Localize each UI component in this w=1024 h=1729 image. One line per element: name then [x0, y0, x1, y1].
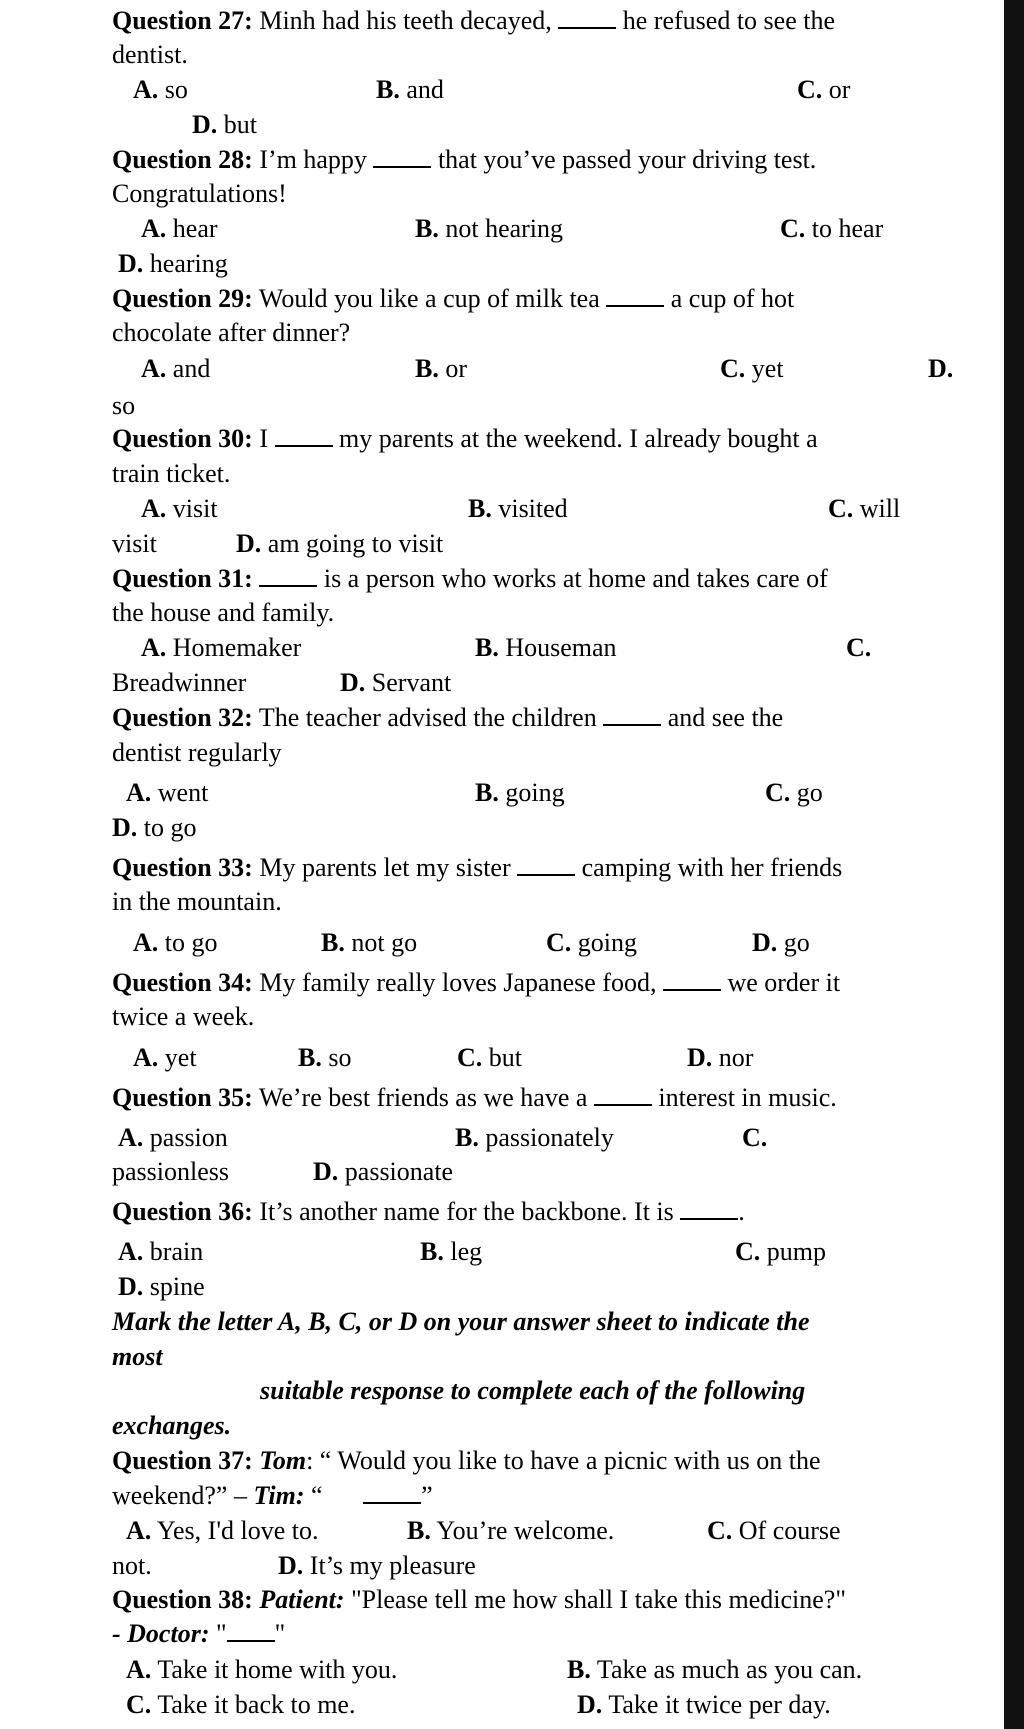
answer-blank	[363, 1480, 421, 1504]
option-text: hear	[172, 214, 218, 243]
option-letter: C.	[126, 1690, 152, 1719]
question-text: dentist.	[112, 40, 188, 69]
question-text: he refused to see the	[622, 6, 836, 35]
option-d[interactable]	[313, 1155, 453, 1189]
option-letter: B.	[298, 1043, 322, 1072]
option-letter: D.	[118, 249, 144, 278]
answer-blank	[275, 423, 333, 447]
option-text: You’re welcome.	[436, 1516, 615, 1545]
option-text: yet	[751, 354, 784, 383]
option-c[interactable]	[546, 926, 637, 960]
option-c[interactable]	[735, 1235, 826, 1269]
option-c[interactable]	[126, 1688, 355, 1722]
question-text: that you’ve passed your driving test.	[437, 145, 817, 174]
option-letter: C.	[546, 928, 572, 957]
option-c[interactable]	[720, 352, 784, 386]
question-number: Question 33:	[112, 853, 253, 882]
option-letter: A.	[118, 1237, 144, 1266]
question-30-stem	[112, 422, 818, 456]
option-text: yet	[164, 1043, 197, 1072]
option-letter: C.	[780, 214, 806, 243]
option-letter: B.	[420, 1237, 444, 1266]
option-text: am going to visit	[267, 529, 444, 558]
option-text: to go	[143, 813, 197, 842]
option-letter: A.	[141, 494, 167, 523]
option-letter: A.	[133, 75, 159, 104]
option-text: Of course	[738, 1516, 841, 1545]
option-letter: D.	[112, 813, 138, 842]
question-text: My family really loves Japanese food,	[259, 968, 657, 997]
option-d[interactable]	[112, 811, 197, 845]
option-text: Houseman	[505, 633, 617, 662]
option-c[interactable]	[765, 776, 823, 810]
option-letter[interactable]: C.	[846, 633, 872, 662]
question-text: in the mountain.	[112, 887, 282, 916]
question-number: Question 27:	[112, 6, 253, 35]
option-letter: D.	[340, 668, 366, 697]
option-letter: D.	[313, 1157, 339, 1186]
option-text: go	[796, 778, 823, 807]
option-text: visited	[498, 494, 568, 523]
option-text: pump	[766, 1237, 827, 1266]
question-32-stem	[112, 701, 783, 735]
option-d[interactable]	[236, 527, 443, 561]
option-text: Take it twice per day.	[608, 1690, 831, 1719]
option-text[interactable]: visit	[112, 529, 157, 558]
question-text: The teacher advised the children	[258, 703, 597, 732]
option-text: but	[223, 110, 258, 139]
question-37-stem	[112, 1444, 821, 1478]
answer-blank	[259, 563, 317, 587]
section-instruction: Mark the letter A, B, C, or D on your answer sheet to indicate the	[112, 1307, 810, 1336]
option-letter: D.	[118, 1272, 144, 1301]
question-number: Question 37:	[112, 1446, 253, 1475]
option-text: passionate	[344, 1157, 454, 1186]
option-b[interactable]	[455, 1121, 614, 1155]
option-letter: B.	[468, 494, 492, 523]
option-text: passionately	[485, 1123, 614, 1152]
question-number: Question 35:	[112, 1083, 253, 1112]
question-text: .	[738, 1197, 745, 1226]
option-text: hearing	[149, 249, 228, 278]
option-text[interactable]: so	[112, 391, 136, 420]
question-number: Question 34:	[112, 968, 253, 997]
option-a[interactable]	[141, 492, 218, 526]
option-text[interactable]: Breadwinner	[112, 668, 247, 697]
option-letter: C.	[828, 494, 854, 523]
option-letter: A.	[126, 1655, 152, 1684]
question-29-stem	[112, 282, 794, 316]
option-letter: A.	[141, 354, 167, 383]
question-28-stem	[112, 143, 816, 177]
option-letter: A.	[118, 1123, 144, 1152]
answer-blank	[603, 702, 661, 726]
option-text: leg	[450, 1237, 483, 1266]
option-text: Take it back to me.	[157, 1690, 356, 1719]
question-34-stem	[112, 966, 840, 1000]
option-b[interactable]	[475, 631, 617, 665]
option-b[interactable]	[376, 73, 444, 107]
question-text: Minh had his teeth decayed,	[259, 6, 552, 35]
answer-blank	[558, 5, 616, 29]
option-a[interactable]	[118, 1121, 228, 1155]
question-text: : “ Would you like to have a picnic with us on the	[306, 1446, 821, 1475]
section-instruction: most	[112, 1342, 163, 1371]
speaker-name: Tim:	[253, 1481, 305, 1510]
question-33-stem	[112, 851, 842, 885]
option-a[interactable]	[141, 212, 218, 246]
option-letter: A.	[126, 1516, 152, 1545]
option-b[interactable]	[415, 212, 563, 246]
option-letter: B.	[321, 928, 345, 957]
option-d[interactable]	[192, 108, 257, 142]
option-a[interactable]	[126, 1514, 319, 1548]
quote-mark: "	[274, 1619, 286, 1648]
option-b[interactable]	[321, 926, 417, 960]
option-letter: B.	[415, 214, 439, 243]
option-b[interactable]	[415, 352, 467, 386]
answer-blank	[373, 144, 431, 168]
quote-mark: “	[311, 1481, 323, 1510]
option-d[interactable]	[118, 1270, 205, 1304]
question-text: train ticket.	[112, 459, 231, 488]
option-d[interactable]	[118, 247, 228, 281]
option-a[interactable]	[133, 1041, 197, 1075]
option-text: so	[328, 1043, 352, 1072]
option-letter: B.	[475, 633, 499, 662]
option-text: nor	[718, 1043, 754, 1072]
section-instruction: exchanges.	[112, 1411, 232, 1440]
option-d[interactable]	[752, 926, 810, 960]
answer-blank	[227, 1618, 275, 1642]
option-text: going	[577, 928, 638, 957]
question-text: interest in music.	[658, 1083, 837, 1112]
option-a[interactable]	[141, 631, 301, 665]
question-text: a cup of hot	[670, 284, 795, 313]
question-text: camping with her friends	[581, 853, 843, 882]
option-letter: C.	[765, 778, 791, 807]
question-38-stem	[112, 1583, 846, 1617]
option-letter: D.	[278, 1551, 304, 1580]
option-c[interactable]	[797, 73, 850, 107]
option-a[interactable]	[118, 1235, 203, 1269]
option-text: It’s my pleasure	[309, 1551, 476, 1580]
option-text: not go	[351, 928, 418, 957]
option-text: go	[783, 928, 810, 957]
option-letter: D.	[192, 110, 218, 139]
speaker-name: Patient:	[259, 1585, 345, 1614]
option-text: going	[505, 778, 565, 807]
option-letter: D.	[687, 1043, 713, 1072]
option-c[interactable]	[780, 212, 883, 246]
option-b[interactable]	[475, 776, 565, 810]
question-number: Question 28:	[112, 145, 253, 174]
option-b[interactable]	[468, 492, 568, 526]
section-instruction: suitable response to complete each of the following	[260, 1376, 806, 1405]
option-text: and	[406, 75, 444, 104]
option-text[interactable]: not.	[112, 1551, 152, 1580]
option-text: and	[172, 354, 211, 383]
question-text: twice a week.	[112, 1002, 255, 1031]
question-text: the house and family.	[112, 598, 335, 627]
option-a[interactable]	[133, 926, 218, 960]
option-letter: D.	[236, 529, 262, 558]
speaker-name: - Doctor:	[112, 1619, 210, 1648]
question-text: my parents at the weekend. I already bought a	[339, 424, 818, 453]
question-number: Question 31:	[112, 564, 253, 593]
option-b[interactable]	[407, 1514, 614, 1548]
option-letter: C.	[707, 1516, 733, 1545]
option-letter: D.	[752, 928, 778, 957]
question-38-response	[112, 1617, 285, 1651]
option-letter: B.	[415, 354, 439, 383]
option-letter: C.	[797, 75, 823, 104]
answer-blank	[663, 967, 721, 991]
answer-blank	[606, 283, 664, 307]
option-text: Servant	[371, 668, 452, 697]
question-text: Congratulations!	[112, 179, 287, 208]
question-text: My parents let my sister	[259, 853, 511, 882]
option-a[interactable]	[126, 1653, 397, 1687]
quote-mark: ”	[421, 1481, 433, 1510]
option-text: not hearing	[445, 214, 564, 243]
question-number: Question 32:	[112, 703, 253, 732]
option-a[interactable]	[133, 73, 188, 107]
option-letter: C.	[457, 1043, 483, 1072]
answer-blank	[517, 852, 575, 876]
option-d[interactable]	[340, 666, 451, 700]
question-number: Question 30:	[112, 424, 253, 453]
option-letter: B.	[407, 1516, 431, 1545]
option-letter: C.	[720, 354, 746, 383]
option-letter: B.	[455, 1123, 479, 1152]
option-text[interactable]: passionless	[112, 1157, 229, 1186]
question-text: we order it	[727, 968, 841, 997]
question-37-response	[112, 1479, 433, 1513]
option-b[interactable]	[420, 1235, 482, 1269]
question-number: Question 38:	[112, 1585, 253, 1614]
question-text: chocolate after dinner?	[112, 318, 351, 347]
question-number: Question 29:	[112, 284, 253, 313]
question-text: Would you like a cup of milk tea	[258, 284, 600, 313]
option-text: or	[828, 75, 851, 104]
option-text: brain	[149, 1237, 204, 1266]
option-text: spine	[149, 1272, 205, 1301]
question-number: Question 36:	[112, 1197, 253, 1226]
question-text: is a person who works at home and takes care of	[323, 564, 828, 593]
question-text: We’re best friends as we have a	[258, 1083, 588, 1112]
option-d[interactable]	[687, 1041, 753, 1075]
right-edge-bar	[1004, 0, 1024, 1729]
question-text: I	[259, 424, 269, 453]
option-c[interactable]	[707, 1514, 841, 1548]
option-letter: A.	[141, 214, 167, 243]
question-35-stem	[112, 1081, 837, 1115]
question-text: dentist regularly	[112, 738, 282, 767]
option-letter: D.	[577, 1690, 603, 1719]
option-text: visit	[172, 494, 218, 523]
option-text: to hear	[811, 214, 884, 243]
option-letter: B.	[376, 75, 400, 104]
answer-blank	[594, 1082, 652, 1106]
option-d[interactable]	[278, 1549, 476, 1583]
question-text: I’m happy	[259, 145, 367, 174]
question-27-stem	[112, 4, 835, 38]
option-d[interactable]	[577, 1688, 831, 1722]
option-text: or	[445, 354, 468, 383]
option-text: passion	[149, 1123, 228, 1152]
option-c[interactable]	[828, 492, 900, 526]
option-letter: C.	[735, 1237, 761, 1266]
option-letter: B.	[475, 778, 499, 807]
answer-blank	[680, 1196, 738, 1220]
option-letter: A.	[141, 633, 167, 662]
option-text: Take as much as you can.	[596, 1655, 863, 1684]
speaker-name: Tom	[259, 1446, 307, 1475]
option-b[interactable]	[298, 1041, 351, 1075]
option-letter: A.	[126, 778, 152, 807]
option-text: Yes, I'd love to.	[156, 1516, 319, 1545]
option-letter: B.	[567, 1655, 591, 1684]
question-31-stem	[112, 562, 828, 596]
quote-mark: "	[215, 1619, 227, 1648]
option-text: Homemaker	[172, 633, 302, 662]
option-letter[interactable]: C.	[742, 1123, 768, 1152]
question-text: and see the	[667, 703, 784, 732]
question-text: It’s another name for the backbone. It is	[259, 1197, 674, 1226]
question-text: weekend?” –	[112, 1481, 247, 1510]
option-text: went	[157, 778, 209, 807]
option-text: Take it home with you.	[157, 1655, 398, 1684]
option-text: will	[859, 494, 901, 523]
option-letter: A.	[133, 928, 159, 957]
option-b[interactable]	[567, 1653, 862, 1687]
question-36-stem	[112, 1195, 745, 1229]
option-text: to go	[164, 928, 218, 957]
option-letter[interactable]: D.	[928, 354, 954, 383]
option-text: but	[488, 1043, 523, 1072]
option-a[interactable]	[126, 776, 208, 810]
option-letter: A.	[133, 1043, 159, 1072]
option-a[interactable]	[141, 352, 210, 386]
question-text: "Please tell me how shall I take this medicine?"	[351, 1585, 846, 1614]
option-text: so	[164, 75, 188, 104]
option-c[interactable]	[457, 1041, 522, 1075]
